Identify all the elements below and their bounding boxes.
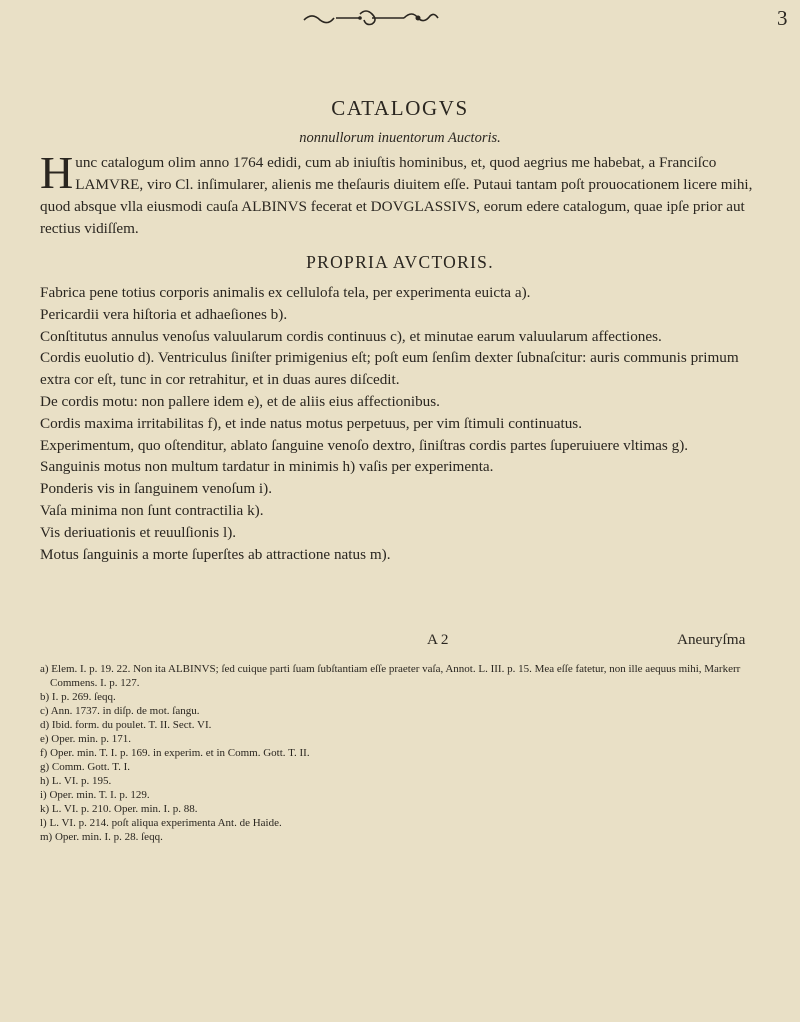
section-heading: PROPRIA AVCTORIS. [306,252,494,272]
footnote: a) Elem. I. p. 19. 22. Non ita ALBINVS; ſed cuique parti ſuam ſubſtantiam eſſe praeter vaſa, Annot. L. III. p. 15. Mea eſſe fatetur, non ille aequus mihi, Markerr Commens. I. p. 127. [40,663,741,689]
footnote: i) Oper. min. T. I. p. 129. [40,789,150,801]
footnote: h) L. VI. p. 195. [40,775,112,787]
footnote: d) Ibid. form. du poulet. T. II. Sect. VI. [40,719,212,731]
decorative-headpiece-icon [300,6,440,28]
list-item: Sanguinis motus non multum tardatur in minimis h) vaſis per experimenta. [40,458,494,476]
footnote: f) Oper. min. T. I. p. 169. in experim. et in Comm. Gott. T. II. [40,747,310,759]
list-item: Conſtitutus annulus venoſus valuularum cordis continuus c), et minutae earum valuularum affectiones. [40,327,662,345]
list-item: Vis deriuationis et reuulſionis l). [40,523,237,541]
footnote: l) L. VI. p. 214. poſt aliqua experimenta Ant. de Haide. [40,817,282,829]
list-item: Ponderis vis in ſanguinem venoſum i). [40,480,273,498]
page-number: 3 [777,6,788,30]
footnote: e) Oper. min. p. 171. [40,733,132,745]
footnotes [40,662,770,844]
list-item: De cordis motu: non pallere idem e), et de aliis eius affectionibus. [40,392,440,410]
list-item: Experimentum, quo oſtenditur, ablato ſanguine venoſo dextro, ſiniſtras cordis partes ſuperuiuere vltimas g). [40,436,689,454]
inventions-list [40,282,770,565]
footnote: c) Ann. 1737. in diſp. de mot. ſangu. [40,705,200,717]
list-item: Cordis maxima irritabilitas f), et inde natus motus perpetuus, per vim ſtimuli continuatus. [40,414,583,432]
list-item: Motus ſanguinis a morte ſuperſtes ab attractione natus m). [40,545,391,563]
list-item: Vaſa minima non ſunt contractilia k). [40,501,264,519]
footnote: g) Comm. Gott. T. I. [40,761,131,773]
footnote: b) I. p. 269. ſeqq. [40,691,116,703]
intro-paragraph [40,147,770,240]
page-subtitle: nonnullorum inuentorum Auctoris. [299,130,501,146]
signature-mark: A 2 [427,631,449,648]
footnote: m) Oper. min. I. p. 28. ſeqq. [40,831,163,843]
catchword: Aneuryſma [677,631,746,648]
list-item: Pericardii vera hiſtoria et adhaeſiones b). [40,305,288,323]
list-item: Cordis euolutio d). Ventriculus ſiniſter primigenius eſt; poſt eum ſenſim dexter ſubnaſcitur: auris communis primum extra cor eſt, tunc in cor retrahitur, et in duas aures diſcedit. [40,349,739,389]
intro-text: unc catalogum olim anno 1764 edidi, cum ab iniuſtis hominibus, et, quod aegrius me habebat, a Franciſco LAMVRE, viro Cl. inſimularer, alienis me theſauris diuitem eſſe. Putaui tantam poſt prouocationem licere mihi, quod absque vlla eiusmodi cauſa ALBINVS fecerat et DOVGLASSIVS, eorum edere catalogum, quae ipſe prior aut rectius vidiſſem. [40,154,753,237]
page-title: CATALOGVS [331,96,469,120]
drop-cap: H [40,147,74,198]
list-item: Fabrica pene totius corporis animalis ex cellulofa tela, per experimenta euicta a). [40,284,531,301]
footnote: k) L. VI. p. 210. Oper. min. I. p. 88. [40,803,198,815]
